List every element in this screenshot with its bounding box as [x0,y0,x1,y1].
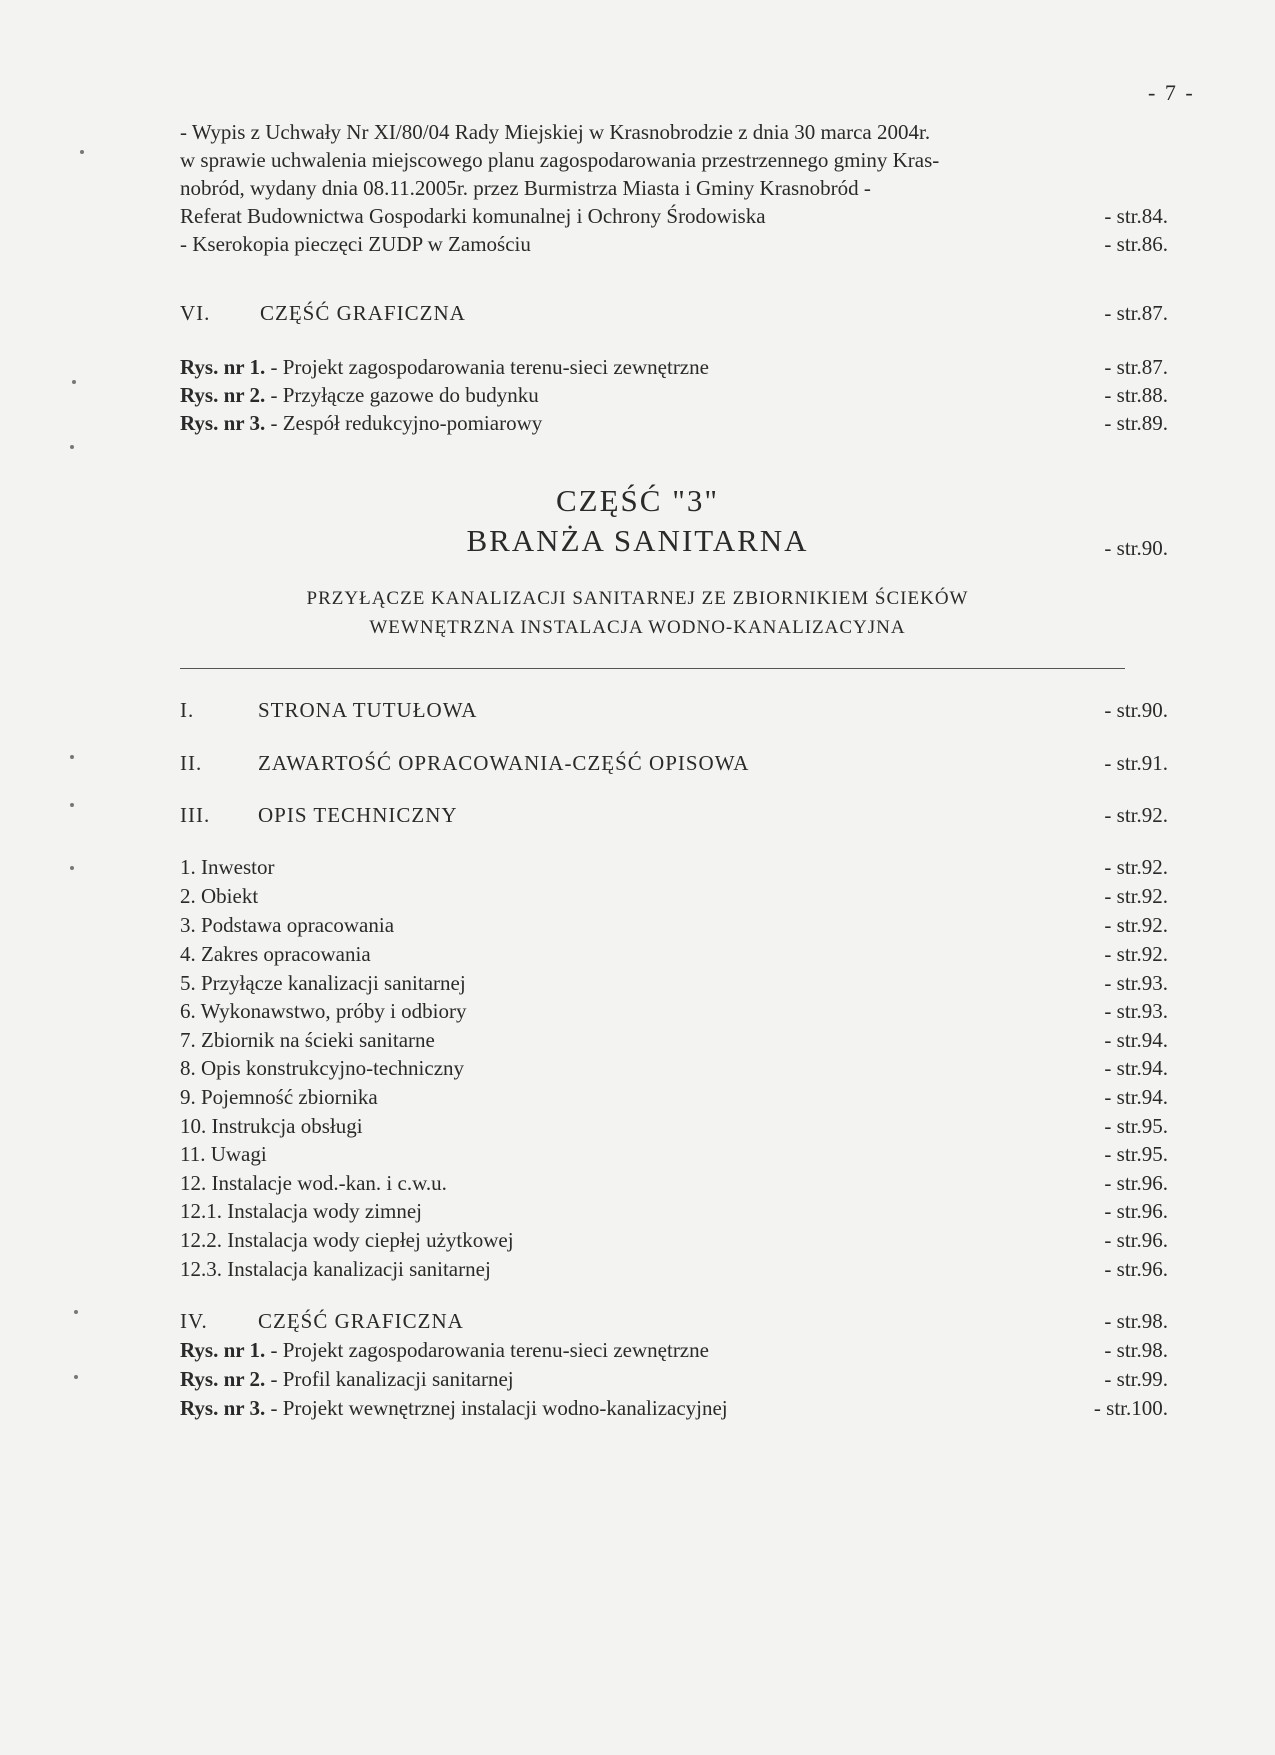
page-ref: - str.92. [1104,942,1168,966]
page-ref: - str.91. [1104,751,1168,775]
page-ref: - str.92. [1104,855,1168,879]
scan-speck [70,803,74,807]
intro-line: w sprawie uchwalenia miejscowego planu zagospodarowania przestrzennego gminy Kras- [180,148,940,172]
kserokopia-line: - Kserokopia pieczęci ZUDP w Zamościu - str.86. [0,229,1275,259]
page-ref: - str.96. [1104,1171,1168,1195]
scan-speck [70,755,74,759]
section-heading: II. ZAWARTOŚĆ OPRACOWANIA-CZĘŚĆ OPISOWA - str.91. [0,748,1275,778]
section-heading: I. STRONA TUTUŁOWA - str.90. [0,695,1275,725]
page-ref: - str.92. [1104,803,1168,827]
part-page-row [0,533,1275,563]
section-heading-vi: VI. CZĘŚĆ GRAFICZNA - str.87. [0,298,1275,328]
page-ref: - str.84. [1104,204,1168,228]
page-ref: - str.86. [1104,232,1168,256]
toc-item: 2. Obiekt - str.92. [0,881,1275,911]
toc-item: 6. Wykonawstwo, próby i odbiory - str.93. [0,996,1275,1026]
page-ref: - str.92. [1104,884,1168,908]
page-ref: - str.95. [1104,1142,1168,1166]
part-subtitle: BRANŻA SANITARNA [466,523,809,558]
page-ref: - str.98. [1104,1338,1168,1362]
toc-item: 3. Podstawa opracowania - str.92. [0,910,1275,940]
part-description-line: WEWNĘTRZNA INSTALACJA WODNO-KANALIZACYJNA [369,617,906,638]
scan-speck [80,150,84,154]
page-ref: - str.94. [1104,1028,1168,1052]
intro-line: nobród, wydany dnia 08.11.2005r. przez Burmistrza Miasta i Gminy Krasnobród - [180,176,871,200]
page-ref: - str.89. [1104,411,1168,435]
intro-line: - Wypis z Uchwały Nr XI/80/04 Rady Miejskiej w Krasnobrodzie z dnia 30 marca 2004r. [180,120,931,144]
page-ref: - str.87. [1104,301,1168,325]
toc-item: 8. Opis konstrukcyjno-techniczny - str.94. [0,1053,1275,1083]
page-ref: - str.87. [1104,355,1168,379]
page-ref: - str.100. [1093,1396,1168,1420]
page-ref: - str.96. [1104,1199,1168,1223]
scan-speck [74,1375,78,1379]
section-heading: III. OPIS TECHNICZNY - str.92. [0,800,1275,830]
page-ref: - str.92. [1104,913,1168,937]
drawing-item: Rys. nr 3. - Zespół redukcyjno-pomiarowy - str.89. [0,408,1275,438]
drawing-item: Rys. nr 1. - Projekt zagospodarowania terenu-sieci zewnętrzne - str.98. [0,1335,1275,1365]
page-ref: - str.94. [1104,1056,1168,1080]
page-ref: - str.90. [1104,536,1168,560]
drawing-item: Rys. nr 1. - Projekt zagospodarowania terenu-sieci zewnętrzne - str.87. [0,352,1275,382]
toc-item: 11. Uwagi - str.95. [0,1139,1275,1169]
page-ref: - str.93. [1104,971,1168,995]
page-number: - 7 - [1148,80,1195,105]
page-ref: - str.90. [1104,698,1168,722]
divider [180,668,1125,669]
page-ref: - str.99. [1104,1367,1168,1391]
scan-speck [70,445,74,449]
part-description-line: PRZYŁĄCZE KANALIZACJI SANITARNEJ ZE ZBIORNIKIEM ŚCIEKÓW [306,588,969,609]
drawing-item: Rys. nr 3. - Projekt wewnętrznej instalacji wodno-kanalizacyjnej - str.100. [0,1393,1275,1423]
intro-line: Referat Budownictwa Gospodarki komunalnej i Ochrony Środowiska - str.84. [0,201,1275,231]
page-ref: - str.96. [1104,1257,1168,1281]
toc-item: 4. Zakres opracowania - str.92. [0,939,1275,969]
drawing-item: Rys. nr 2. - Profil kanalizacji sanitarnej - str.99. [0,1364,1275,1394]
toc-item: 12. Instalacje wod.-kan. i c.w.u. - str.96. [0,1168,1275,1198]
page-ref: - str.88. [1104,383,1168,407]
toc-item: 9. Pojemność zbiornika - str.94. [0,1082,1275,1112]
page-ref: - str.95. [1104,1114,1168,1138]
toc-item: 5. Przyłącze kanalizacji sanitarnej - str.93. [0,968,1275,998]
toc-item: 1. Inwestor - str.92. [0,852,1275,882]
scan-speck [74,1310,78,1314]
toc-item: 12.2. Instalacja wody ciepłej użytkowej - str.96. [0,1225,1275,1255]
page-ref: - str.94. [1104,1085,1168,1109]
scan-speck [72,380,76,384]
part-title: CZĘŚĆ "3" [555,483,720,518]
page-ref: - str.93. [1104,999,1168,1023]
scan-speck [70,866,74,870]
toc-item: 12.3. Instalacja kanalizacji sanitarnej - str.96. [0,1254,1275,1284]
toc-item: 7. Zbiornik na ścieki sanitarne - str.94. [0,1025,1275,1055]
section-heading-iv: IV. CZĘŚĆ GRAFICZNA - str.98. [0,1306,1275,1336]
page-ref: - str.96. [1104,1228,1168,1252]
drawing-item: Rys. nr 2. - Przyłącze gazowe do budynku - str.88. [0,380,1275,410]
toc-item: 12.1. Instalacja wody zimnej - str.96. [0,1196,1275,1226]
page-ref: - str.98. [1104,1309,1168,1333]
toc-item: 10. Instrukcja obsługi - str.95. [0,1111,1275,1141]
